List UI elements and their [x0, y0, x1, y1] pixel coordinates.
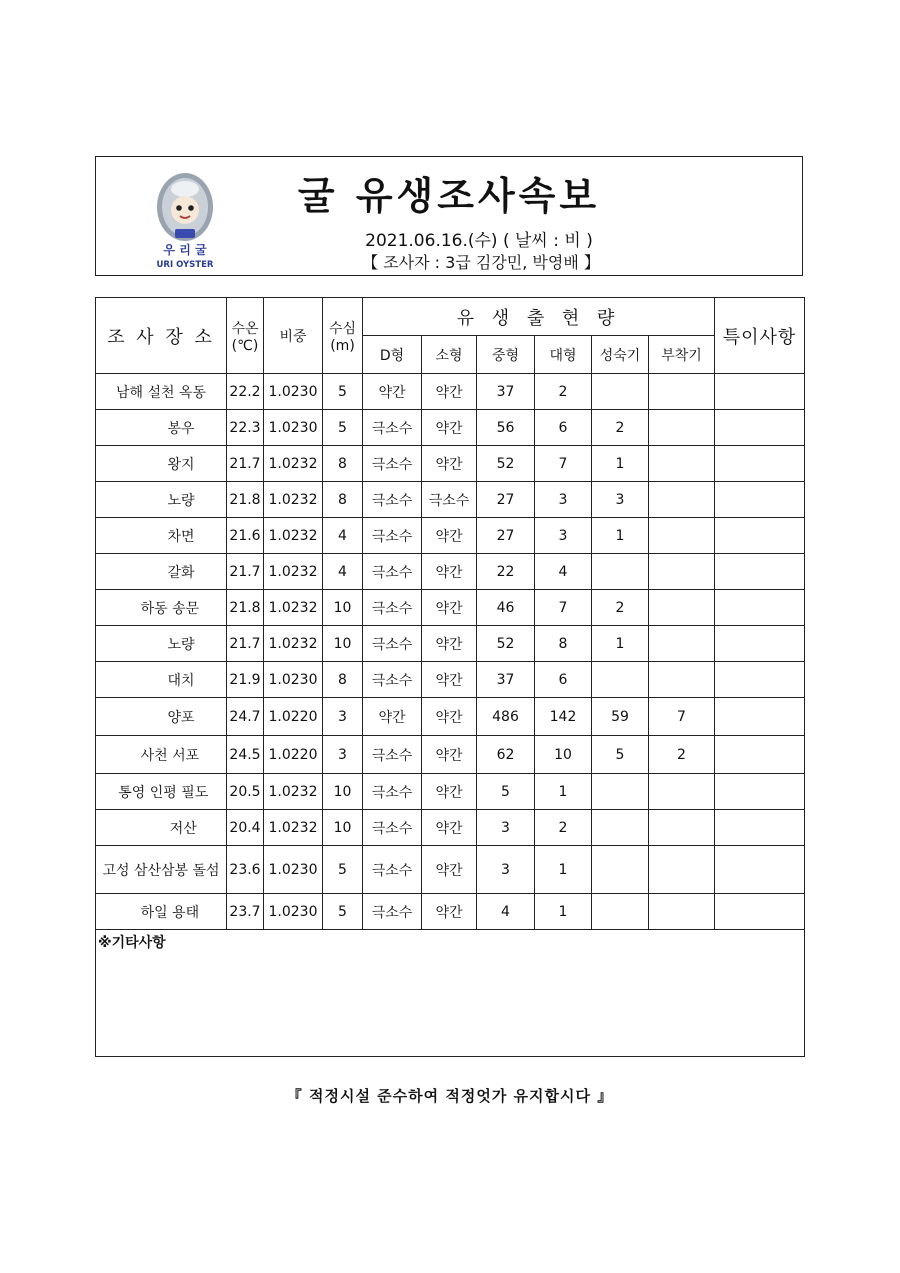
cell-d-type: 극소수: [363, 894, 422, 930]
table-row: [96, 698, 805, 736]
cell-large: 3: [535, 482, 592, 518]
cell-medium: 46: [477, 590, 535, 626]
cell-large: 2: [535, 810, 592, 846]
cell-attachment: [649, 846, 715, 894]
cell-location: 하동 송문: [96, 590, 227, 626]
cell-small: 약간: [422, 446, 477, 482]
water-temp-label: 수온: [231, 320, 259, 337]
cell-specific-gravity: 1.0230: [264, 894, 323, 930]
cell-specific-gravity: 1.0230: [264, 662, 323, 698]
cell-notes: [715, 736, 805, 774]
cell-specific-gravity: 1.0232: [264, 626, 323, 662]
cell-water-temp: 24.5: [227, 736, 264, 774]
cell-water-temp: 21.9: [227, 662, 264, 698]
water-temp-unit: (℃): [231, 337, 259, 354]
cell-mature: 1: [592, 446, 649, 482]
cell-water-temp: 21.8: [227, 482, 264, 518]
col-header-notes: 특이사항: [715, 298, 805, 374]
depth-unit: (m): [330, 337, 355, 354]
remarks-section: [96, 930, 805, 1057]
cell-specific-gravity: 1.0230: [264, 410, 323, 446]
cell-location: 사천 서포: [96, 736, 227, 774]
cell-location: 왕지: [96, 446, 227, 482]
cell-depth: 5: [323, 846, 363, 894]
col-header-large: 대형: [535, 336, 592, 374]
cell-specific-gravity: 1.0230: [264, 374, 323, 410]
cell-large: 4: [535, 554, 592, 590]
table-row: [96, 410, 805, 446]
cell-mature: [592, 774, 649, 810]
cell-water-temp: 24.7: [227, 698, 264, 736]
cell-attachment: [649, 482, 715, 518]
cell-large: 142: [535, 698, 592, 736]
cell-attachment: [649, 518, 715, 554]
larvae-survey-table: [95, 297, 805, 1057]
cell-large: 7: [535, 590, 592, 626]
cell-location: 대치: [96, 662, 227, 698]
cell-d-type: 극소수: [363, 736, 422, 774]
logo-text: 우 리 굴: [163, 243, 207, 257]
cell-depth: 5: [323, 410, 363, 446]
cell-mature: [592, 810, 649, 846]
cell-water-temp: 21.7: [227, 626, 264, 662]
cell-location: 노량: [96, 626, 227, 662]
cell-location: 차면: [96, 518, 227, 554]
cell-mature: [592, 846, 649, 894]
cell-medium: 52: [477, 626, 535, 662]
cell-water-temp: 23.7: [227, 894, 264, 930]
col-header-small: 소형: [422, 336, 477, 374]
cell-mature: [592, 894, 649, 930]
cell-small: 약간: [422, 374, 477, 410]
cell-medium: 27: [477, 518, 535, 554]
cell-mature: 59: [592, 698, 649, 736]
cell-water-temp: 22.2: [227, 374, 264, 410]
cell-notes: [715, 846, 805, 894]
cell-small: 약간: [422, 662, 477, 698]
cell-large: 7: [535, 446, 592, 482]
cell-attachment: [649, 446, 715, 482]
cell-mature: 3: [592, 482, 649, 518]
table-row: [96, 446, 805, 482]
cell-specific-gravity: 1.0220: [264, 736, 323, 774]
cell-attachment: [649, 894, 715, 930]
cell-water-temp: 20.4: [227, 810, 264, 846]
cell-medium: 3: [477, 846, 535, 894]
cell-attachment: [649, 810, 715, 846]
depth-label: 수심: [328, 320, 357, 337]
cell-notes: [715, 810, 805, 846]
col-header-d-type: D형: [363, 336, 422, 374]
cell-specific-gravity: 1.0232: [264, 518, 323, 554]
col-header-location: 조 사 장 소: [96, 298, 227, 374]
cell-medium: 56: [477, 410, 535, 446]
cell-depth: 10: [323, 626, 363, 662]
cell-mature: 5: [592, 736, 649, 774]
cell-depth: 8: [323, 662, 363, 698]
cell-water-temp: 21.6: [227, 518, 264, 554]
cell-specific-gravity: 1.0220: [264, 698, 323, 736]
cell-small: 약간: [422, 736, 477, 774]
cell-medium: 486: [477, 698, 535, 736]
cell-specific-gravity: 1.0232: [264, 590, 323, 626]
cell-d-type: 극소수: [363, 518, 422, 554]
cell-large: 6: [535, 410, 592, 446]
cell-notes: [715, 374, 805, 410]
cell-attachment: [649, 554, 715, 590]
col-header-depth: [323, 298, 363, 374]
cell-water-temp: 23.6: [227, 846, 264, 894]
cell-depth: 5: [323, 374, 363, 410]
cell-attachment: [649, 374, 715, 410]
table-row: [96, 554, 805, 590]
cell-d-type: 극소수: [363, 626, 422, 662]
report-title: 굴 유생조사속보: [297, 174, 601, 218]
cell-small: 약간: [422, 810, 477, 846]
cell-large: 1: [535, 846, 592, 894]
cell-large: 1: [535, 894, 592, 930]
col-header-mature: 성숙기: [592, 336, 649, 374]
cell-specific-gravity: 1.0232: [264, 810, 323, 846]
cell-attachment: [649, 662, 715, 698]
cell-depth: 10: [323, 774, 363, 810]
cell-notes: [715, 626, 805, 662]
remarks-label: ※기타사항: [98, 935, 166, 951]
col-header-medium: 중형: [477, 336, 535, 374]
table-row: [96, 518, 805, 554]
cell-attachment: 7: [649, 698, 715, 736]
col-header-larvae-group: 유 생 출 현 량: [363, 298, 715, 336]
cell-small: 약간: [422, 698, 477, 736]
cell-small: 약간: [422, 554, 477, 590]
cell-mature: [592, 662, 649, 698]
report-header: [95, 156, 803, 276]
table-row: [96, 736, 805, 774]
cell-small: 극소수: [422, 482, 477, 518]
cell-small: 약간: [422, 590, 477, 626]
cell-small: 약간: [422, 846, 477, 894]
cell-notes: [715, 774, 805, 810]
cell-mature: 1: [592, 626, 649, 662]
cell-depth: 5: [323, 894, 363, 930]
logo-subtext: URI OYSTER: [156, 260, 214, 270]
cell-specific-gravity: 1.0232: [264, 446, 323, 482]
cell-medium: 37: [477, 374, 535, 410]
cell-notes: [715, 590, 805, 626]
report-investigator: 【 조사자 : 3급 김강민, 박영배 】: [362, 253, 600, 272]
col-header-specific-gravity: 비중: [264, 298, 323, 374]
cell-depth: 10: [323, 810, 363, 846]
cell-attachment: [649, 774, 715, 810]
cell-notes: [715, 518, 805, 554]
cell-water-temp: 21.7: [227, 554, 264, 590]
table-row: [96, 894, 805, 930]
cell-attachment: [649, 590, 715, 626]
cell-medium: 52: [477, 446, 535, 482]
cell-location: 통영 인평 필도: [96, 774, 227, 810]
col-header-attachment: 부착기: [649, 336, 715, 374]
cell-medium: 22: [477, 554, 535, 590]
cell-small: 약간: [422, 518, 477, 554]
cell-small: 약간: [422, 410, 477, 446]
cell-water-temp: 20.5: [227, 774, 264, 810]
cell-medium: 27: [477, 482, 535, 518]
cell-location: 남해 설천 옥동: [96, 374, 227, 410]
cell-depth: 10: [323, 590, 363, 626]
table-row: [96, 626, 805, 662]
cell-notes: [715, 410, 805, 446]
cell-d-type: 극소수: [363, 554, 422, 590]
table-row: [96, 590, 805, 626]
col-header-water-temp: [227, 298, 264, 374]
cell-d-type: 극소수: [363, 846, 422, 894]
cell-medium: 4: [477, 894, 535, 930]
cell-d-type: 약간: [363, 698, 422, 736]
cell-water-temp: 21.7: [227, 446, 264, 482]
cell-water-temp: 22.3: [227, 410, 264, 446]
cell-depth: 4: [323, 554, 363, 590]
cell-specific-gravity: 1.0232: [264, 554, 323, 590]
table-row: [96, 482, 805, 518]
cell-notes: [715, 662, 805, 698]
cell-d-type: 약간: [363, 374, 422, 410]
cell-medium: 37: [477, 662, 535, 698]
cell-location: 저산: [96, 810, 227, 846]
table-row: [96, 846, 805, 894]
cell-specific-gravity: 1.0232: [264, 774, 323, 810]
cell-small: 약간: [422, 626, 477, 662]
cell-large: 1: [535, 774, 592, 810]
cell-depth: 4: [323, 518, 363, 554]
cell-d-type: 극소수: [363, 590, 422, 626]
cell-small: 약간: [422, 894, 477, 930]
cell-large: 10: [535, 736, 592, 774]
cell-location: 노량: [96, 482, 227, 518]
cell-notes: [715, 446, 805, 482]
cell-mature: 2: [592, 410, 649, 446]
cell-mature: [592, 554, 649, 590]
cell-notes: [715, 894, 805, 930]
cell-depth: 3: [323, 736, 363, 774]
cell-specific-gravity: 1.0232: [264, 482, 323, 518]
cell-large: 6: [535, 662, 592, 698]
cell-specific-gravity: 1.0230: [264, 846, 323, 894]
cell-attachment: [649, 410, 715, 446]
cell-d-type: 극소수: [363, 482, 422, 518]
footer-slogan: 『 적정시설 준수하여 적정엇가 유지합시다 』: [286, 1087, 614, 1105]
cell-attachment: 2: [649, 736, 715, 774]
cell-d-type: 극소수: [363, 662, 422, 698]
cell-depth: 3: [323, 698, 363, 736]
cell-location: 갈화: [96, 554, 227, 590]
cell-mature: 2: [592, 590, 649, 626]
cell-location: 하일 용태: [96, 894, 227, 930]
cell-d-type: 극소수: [363, 446, 422, 482]
cell-location: 봉우: [96, 410, 227, 446]
cell-medium: 5: [477, 774, 535, 810]
cell-notes: [715, 482, 805, 518]
cell-d-type: 극소수: [363, 410, 422, 446]
table-row: [96, 774, 805, 810]
table-row: [96, 662, 805, 698]
cell-d-type: 극소수: [363, 774, 422, 810]
cell-large: 3: [535, 518, 592, 554]
cell-attachment: [649, 626, 715, 662]
table-row: [96, 374, 805, 410]
cell-medium: 62: [477, 736, 535, 774]
cell-depth: 8: [323, 446, 363, 482]
cell-notes: [715, 554, 805, 590]
cell-small: 약간: [422, 774, 477, 810]
report-date-weather: 2021.06.16.(수) ( 날씨 : 비 ): [365, 231, 593, 251]
cell-mature: 1: [592, 518, 649, 554]
table-row: [96, 810, 805, 846]
cell-large: 2: [535, 374, 592, 410]
cell-d-type: 극소수: [363, 810, 422, 846]
cell-water-temp: 21.8: [227, 590, 264, 626]
cell-medium: 3: [477, 810, 535, 846]
cell-location: 양포: [96, 698, 227, 736]
cell-large: 8: [535, 626, 592, 662]
cell-location: 고성 삼산삼봉 돌섬: [96, 846, 227, 894]
cell-notes: [715, 698, 805, 736]
cell-mature: [592, 374, 649, 410]
cell-depth: 8: [323, 482, 363, 518]
